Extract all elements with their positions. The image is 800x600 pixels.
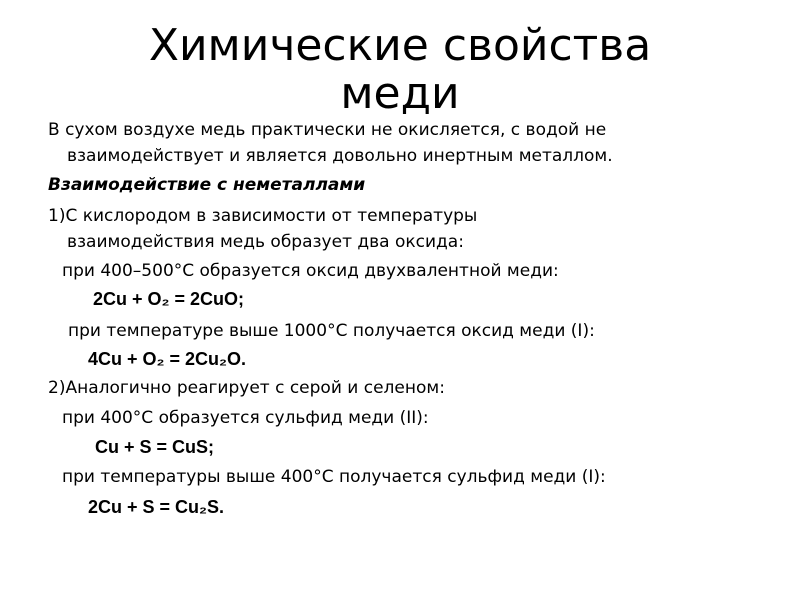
oxygen-condition-2: при температуре выше 1000°С получается оксид меди (I):	[68, 321, 595, 341]
oxygen-line-1: 1)С кислородом в зависимости от температуры	[48, 206, 478, 226]
oxygen-line-2: взаимодействия медь образует два оксида:	[67, 232, 464, 252]
section-heading: Взаимодействие с неметаллами	[48, 175, 366, 195]
intro-line-2: взаимодействует и является довольно инертным металлом.	[67, 146, 613, 166]
equation-cu2s: 2Cu + S = Cu₂S.	[88, 497, 225, 517]
intro-line-1: В сухом воздухе медь практически не окисляется, с водой не	[48, 120, 607, 140]
sulfur-line: 2)Аналогично реагирует с серой и селеном:	[48, 378, 445, 398]
sulfur-condition-2: при температуры выше 400°С получается сульфид меди (I):	[62, 467, 606, 487]
title-line-2: меди	[340, 68, 460, 119]
equation-cus: Cu + S = CuS;	[95, 437, 215, 457]
equation-cuo: 2Cu + O₂ = 2CuO;	[93, 289, 245, 309]
slide-title	[0, 22, 800, 118]
oxygen-condition-1: при 400–500°С образуется оксид двухвалентной меди:	[62, 261, 559, 281]
equation-cu2o: 4Cu + O₂ = 2Cu₂O.	[88, 349, 247, 369]
title-line-1: Химические свойства	[148, 20, 652, 71]
sulfur-condition-1: при 400°С образуется сульфид меди (II):	[62, 408, 429, 428]
